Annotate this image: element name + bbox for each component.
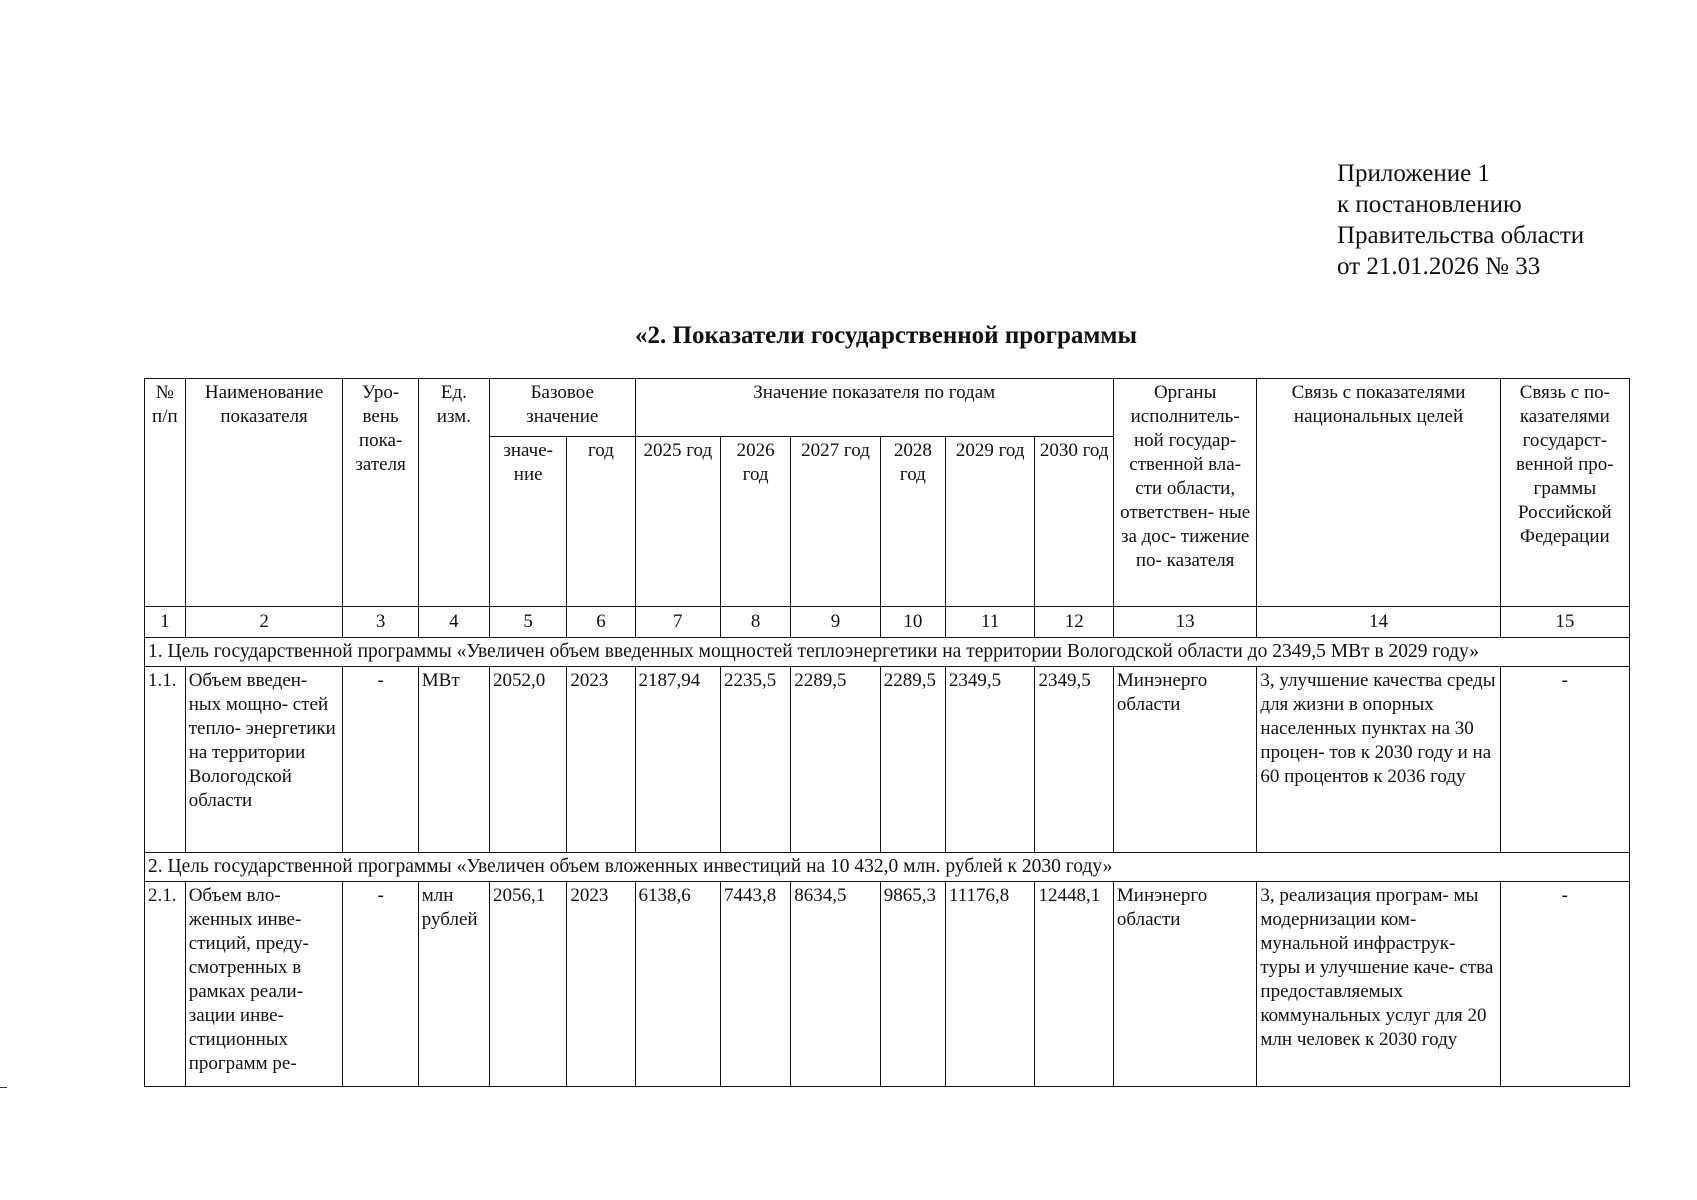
goal-text: 2. Цель государственной программы «Увеличен объем вложенных инвестиций на 10 432,0 млн. рублей к 2030 году» [145, 853, 1630, 882]
table-row [145, 667, 1630, 853]
header-level: Уро- вень пока- зателя [343, 379, 418, 607]
column-number: 9 [791, 607, 881, 638]
row-national-link: 3, улучшение качества среды для жизни в опорных населенных пунктах на 30 процен- тов к 2030 году и на 60 процентов к 2036 году [1257, 667, 1500, 853]
header-year-2026: 2026 год [721, 437, 791, 607]
column-number: 12 [1035, 607, 1113, 638]
header-name: Наименование показателя [185, 379, 343, 607]
column-number: 13 [1113, 607, 1257, 638]
row-name: Объем вло- женных инве- стиций, преду- смотренных в рамках реали- зации инве- стиционных программ ре- [185, 882, 343, 1087]
row-value-2026: 2235,5 [721, 667, 791, 853]
column-number: 6 [567, 607, 635, 638]
table-row [145, 882, 1630, 1087]
header-base: Базовое значение [490, 379, 636, 437]
row-unit: МВт [418, 667, 489, 853]
row-value-2028: 9865,3 [880, 882, 945, 1087]
column-number: 2 [185, 607, 343, 638]
header-unit: Ед. изм. [418, 379, 489, 607]
row-num: 2.1. [145, 882, 186, 1087]
appendix-line: от 21.01.2026 № 33 [1337, 253, 1541, 280]
row-value-2029: 2349,5 [945, 667, 1035, 853]
header-row [145, 379, 1630, 437]
row-rf-link: - [1500, 667, 1629, 853]
row-level: - [343, 882, 418, 1087]
header-national: Связь с показателями национальных целей [1257, 379, 1500, 607]
header-num: № п/п [145, 379, 186, 607]
row-value-2026: 7443,8 [721, 882, 791, 1087]
column-numbers-row [145, 607, 1630, 638]
header-base-year: год [567, 437, 635, 607]
goal-row-2 [145, 853, 1630, 882]
row-value-2025: 2187,94 [635, 667, 720, 853]
header-organs: Органы исполнитель- ной государ- ственной вла- сти области, ответствен- ные за дос- тижение по- казателя [1113, 379, 1257, 607]
goal-text: 1. Цель государственной программы «Увеличен объем введенных мощностей теплоэнергетики на территории Вологодской области до 2349,5 МВт в 2029 году» [145, 638, 1630, 667]
margin-mark [0, 1087, 7, 1088]
row-level: - [343, 667, 418, 853]
header-years-group: Значение показателя по годам [635, 379, 1113, 437]
row-base-year: 2023 [567, 882, 635, 1087]
row-value-2027: 2289,5 [791, 667, 881, 853]
column-number: 15 [1500, 607, 1629, 638]
row-base-value: 2056,1 [490, 882, 567, 1087]
indicators-table [144, 378, 1630, 1087]
column-number: 4 [418, 607, 489, 638]
page-title: «2. Показатели государственной программы [635, 322, 1137, 349]
column-number: 11 [945, 607, 1035, 638]
header-year-2029: 2029 год [945, 437, 1035, 607]
row-national-link: 3, реализация програм- мы модернизации ком- мунальной инфраструк- туры и улучшение каче- ства предоставляемых коммунальных услуг для 20 млн человек к 2030 году [1257, 882, 1500, 1087]
column-number: 14 [1257, 607, 1500, 638]
header-year-2027: 2027 год [791, 437, 881, 607]
row-name: Объем введен- ных мощно- стей тепло- энергетики на территории Вологодской области [185, 667, 343, 853]
row-organ: Минэнерго области [1113, 882, 1257, 1087]
row-value-2030: 12448,1 [1035, 882, 1113, 1087]
appendix-line: Правительства области [1337, 222, 1585, 249]
row-value-2030: 2349,5 [1035, 667, 1113, 853]
column-number: 7 [635, 607, 720, 638]
header-base-value: значе- ние [490, 437, 567, 607]
row-value-2029: 11176,8 [945, 882, 1035, 1087]
header-year-2030: 2030 год [1035, 437, 1113, 607]
row-num: 1.1. [145, 667, 186, 853]
appendix-line: к постановлению [1337, 191, 1522, 218]
column-number: 10 [880, 607, 945, 638]
column-number: 8 [721, 607, 791, 638]
header-year-2028: 2028 год [880, 437, 945, 607]
column-number: 1 [145, 607, 186, 638]
row-base-value: 2052,0 [490, 667, 567, 853]
column-number: 5 [490, 607, 567, 638]
row-unit: млн рублей [418, 882, 489, 1087]
row-value-2025: 6138,6 [635, 882, 720, 1087]
header-year-2025: 2025 год [635, 437, 720, 607]
appendix-header [1337, 158, 1584, 282]
header-rf-program: Связь с по- казателями государст- венной про- граммы Российской Федерации [1500, 379, 1629, 607]
row-value-2027: 8634,5 [791, 882, 881, 1087]
goal-row-1 [145, 638, 1630, 667]
column-number: 3 [343, 607, 418, 638]
row-value-2028: 2289,5 [880, 667, 945, 853]
row-base-year: 2023 [567, 667, 635, 853]
appendix-line: Приложение 1 [1337, 160, 1490, 187]
row-rf-link: - [1500, 882, 1629, 1087]
row-organ: Минэнерго области [1113, 667, 1257, 853]
